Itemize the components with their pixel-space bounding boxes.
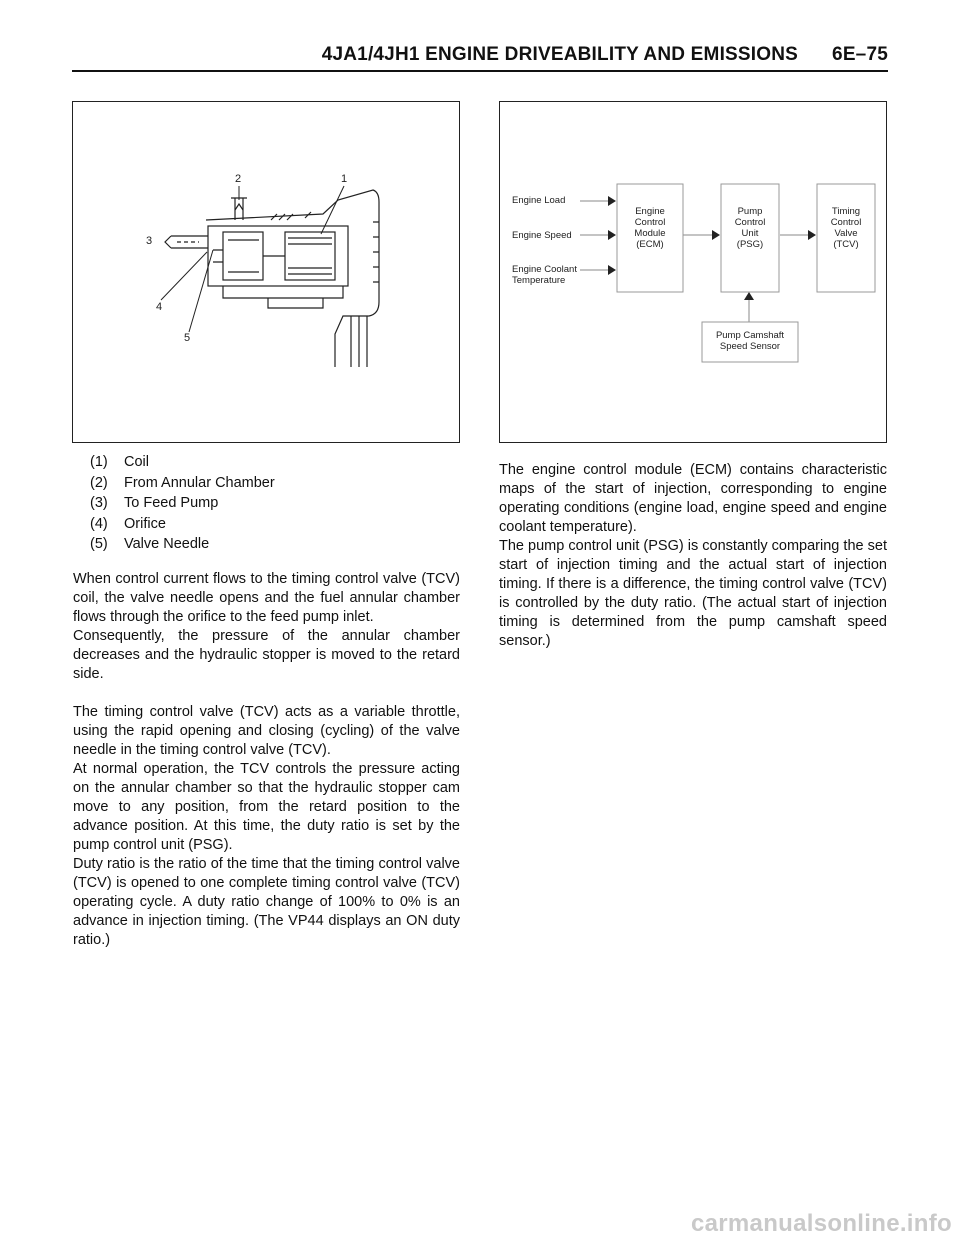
ecm-line4: (ECM) [636, 239, 664, 250]
psg-line3: Unit [741, 228, 759, 239]
input-engine-coolant-line1: Engine Coolant [512, 264, 577, 275]
legend-item: (3) To Feed Pump [90, 495, 219, 512]
paragraph: The pump control unit (PSG) is constantly comparing the set start of injection timing and the actual start of injection timing. If there is a difference, the timing control valve (TCV) is controlled by the duty ratio. (The actual start of injection timing is determined from the pump camshaft speed sensor.) [499, 538, 887, 649]
paragraph: Consequently, the pressure of the annular chamber decreases and the hydraulic stopper is moved to the retard side. [73, 628, 460, 682]
callout-5: 5 [184, 332, 191, 344]
paragraph: At normal operation, the TCV controls the pressure acting on the annular chamber so that the hydraulic stopper cam move to any position, from the retard position to the advance position. At this time, the duty ratio is set by the pump control unit (PSG). [73, 761, 460, 853]
paragraph: The engine control module (ECM) contains characteristic maps of the start of injection, corresponding to engine operating conditions (engine load, engine speed and engine coolant temperature). [499, 462, 887, 535]
ecm-line3: Module [634, 228, 666, 239]
header-title: 4JA1/4JH1 ENGINE DRIVEABILITY AND EMISSIONS [321, 44, 799, 65]
ecm-line2: Control [634, 217, 666, 228]
legend-item: (5) Valve Needle [90, 536, 210, 553]
legend-item: (2) From Annular Chamber [90, 474, 275, 491]
page-header [322, 44, 888, 66]
legend-item: (4) Orifice [90, 515, 166, 532]
callout-4: 4 [156, 301, 163, 313]
sensor-line1: Pump Camshaft [715, 330, 785, 341]
injection-timing-block-diagram [499, 101, 887, 443]
paragraph: Duty ratio is the ratio of the time that the timing control valve (TCV) is opened to one complete timing control valve (TCV) operating cycle. A duty ratio change of 100% to 0% is an advance in injection timing. (The VP44 displays an ON duty ratio.) [73, 856, 460, 948]
callout-leaders [161, 186, 344, 332]
tcv-cross-section-figure [72, 101, 460, 443]
paragraph: The timing control valve (TCV) acts as a variable throttle, using the rapid opening and closing (cycling) of the valve needle in the timing control valve (TCV). [73, 704, 460, 758]
tcv-line2: Control [830, 217, 862, 228]
psg-line4: (PSG) [736, 239, 764, 250]
header-page-number: 6E–75 [832, 44, 888, 65]
left-column-text [73, 570, 460, 950]
block-diagram-svg [500, 102, 886, 442]
paragraph: When control current flows to the timing control valve (TCV) coil, the valve needle opens and the fuel annular chamber flows through the orifice to the feed pump inlet. [73, 571, 460, 625]
right-column-text [499, 461, 887, 651]
tcv-line3: Valve [834, 228, 858, 239]
legend-item: (1) Coil [90, 454, 149, 470]
input-engine-load: Engine Load [512, 195, 566, 206]
psg-line1: Pump [737, 206, 763, 217]
ecm-line1: Engine [635, 206, 665, 217]
tcv-line4: (TCV) [833, 239, 859, 250]
callout-1: 1 [341, 173, 348, 185]
input-engine-coolant-line2: Temperature [512, 275, 566, 286]
figure-legend [90, 452, 460, 555]
sensor-line2: Speed Sensor [719, 341, 781, 352]
input-engine-speed: Engine Speed [512, 230, 572, 241]
tcv-cross-section-drawing [73, 102, 459, 442]
callout-3: 3 [146, 235, 153, 247]
callout-2: 2 [235, 173, 242, 185]
tcv-line1: Timing [831, 206, 861, 217]
psg-line2: Control [734, 217, 766, 228]
watermark: carmanualsonline.info [690, 1210, 952, 1237]
header-rule [72, 70, 888, 72]
